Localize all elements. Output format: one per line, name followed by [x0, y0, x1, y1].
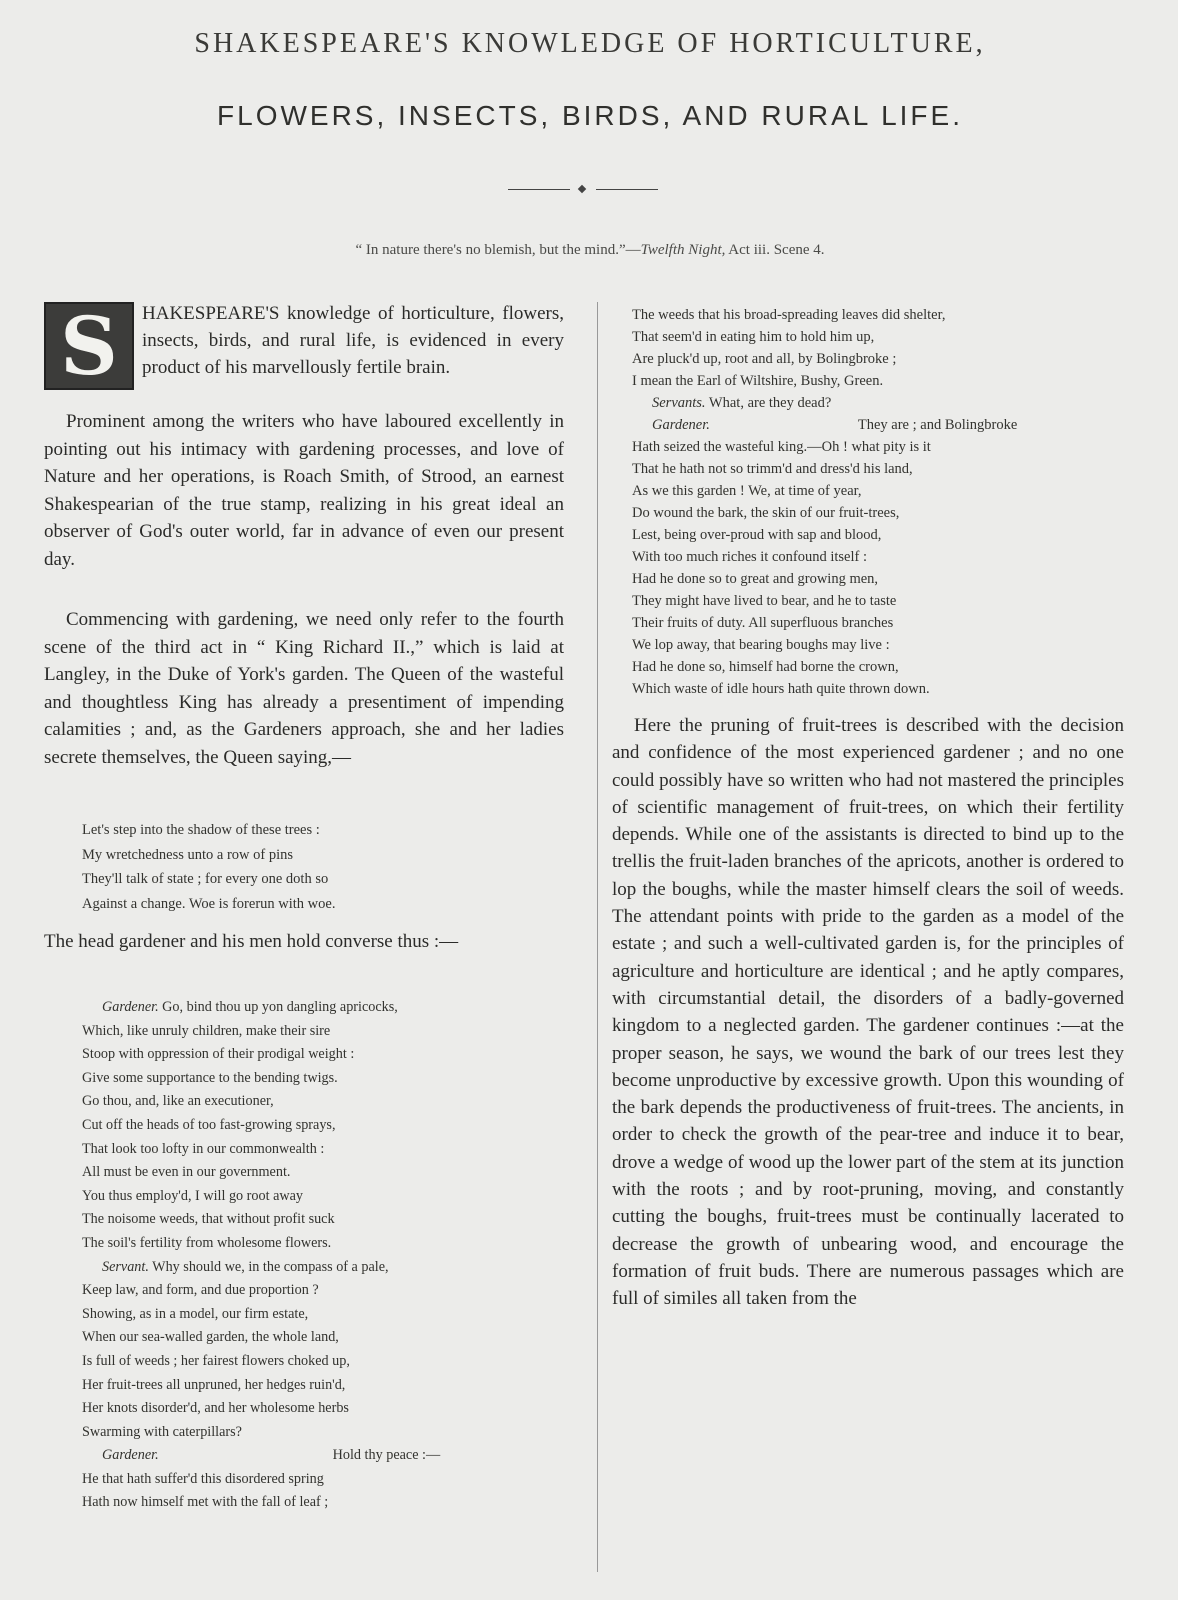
- verse-queen: [82, 818, 335, 916]
- diamond-ornament-icon: [578, 185, 586, 193]
- verse-line: Is full of weeds ; her fairest flowers choked up,: [82, 1352, 350, 1369]
- verse-line: That seem'd in eating him to hold him up,: [632, 329, 875, 345]
- speaker-gardener: Gardener.: [102, 999, 159, 1015]
- epigraph-quote: “ In nature there's no blemish, but the mind.”—: [355, 242, 641, 258]
- verse-line: Lest, being over-proud with sap and blood,: [632, 527, 882, 543]
- verse-line: Against a change. Woe is forerun with woe.: [82, 895, 336, 912]
- speaker-servants: Servants.: [652, 395, 706, 411]
- verse-line: You thus employ'd, I will go root away: [82, 1187, 304, 1204]
- verse-line: As we this garden ! We, at time of year,: [632, 483, 862, 499]
- article-title-line-1: SHAKESPEARE'S KNOWLEDGE OF HORTICULTURE,: [194, 28, 986, 59]
- verse-line: Their fruits of duty. All superfluous branches: [632, 615, 894, 631]
- verse-line: Are pluck'd up, root and all, by Bolingbroke ;: [632, 351, 897, 367]
- paragraph-commencing: Commencing with gardening, we need only refer to the fourth scene of the third act in “ King Richard II.,” which is laid at Langley, in the Duke of York's garden. The Queen of the wasteful and thoughtless King has already a presentiment of impending calamities ; and, as the Gardeners approach, she and her ladies secrete themselves, the Queen saying,—: [44, 609, 564, 768]
- speaker-gardener: Gardener.: [102, 1447, 159, 1464]
- paragraph-head-gardener: The head gardener and his men hold converse thus :—: [44, 931, 459, 952]
- paragraph-pruning: Here the pruning of fruit-trees is described with the decision and confidence of the most experienced gardener ; and no one could possibly have so written who had not mastered the principles of scientific management of fruit-trees, on which their fertility depends. While one of the assistants is directed to bind up to the trellis the fruit-laden branches of the apricots, another is ordered to lop the boughs, while the master himself clears the soil of weeds. The attendant points with pride to the garden as a model of the estate ; and such a well-cultivated garden is, for the principles of agriculture and horticulture are identical ; and he aptly compares, with circumstantial detail, the disorders of a badly-governed kingdom to a neglected garden. The gardener continues :—at the proper season, he says, we wound the bark of our trees lest they become unproductive by excessive growth. Upon this wounding of the bark depends the productiveness of fruit-trees. The ancients, in order to check the growth of the pear-tree and induce it to bear, drove a wedge of wood up the lower part of the stem at its junction with the roots ; and by root-pruning, moving, and constantly cutting the boughs, fruit-trees must be continually lacerated to decrease the growth of unbearing wood, and encourage the formation of fruit buds. There are numerous passages which are full of similes all taken from the: [612, 715, 1124, 1310]
- verse-line: Hath now himself met with the fall of leaf ;: [82, 1494, 329, 1511]
- verse-line: Gardener. Hold thy peace :—: [102, 1447, 441, 1464]
- verse-line: He that hath suffer'd this disordered spring: [82, 1470, 324, 1487]
- verse-line: Swarming with caterpillars?: [82, 1423, 242, 1440]
- verse-line: When our sea-walled garden, the whole land,: [82, 1329, 339, 1346]
- ornamental-divider: [508, 186, 658, 194]
- verse-line: Stoop with oppression of their prodigal weight :: [82, 1046, 355, 1063]
- verse-line: Let's step into the shadow of these trees :: [82, 822, 320, 838]
- column-divider: [597, 302, 598, 1572]
- verse-line: Showing, as in a model, our firm estate,: [82, 1305, 309, 1322]
- intro-paragraph: HAKESPEARE'S knowledge of horticulture, flowers, insects, birds, and rural life, is evidenced in every product of his marvellously fertile brain.: [142, 303, 564, 378]
- verse-line: Had he done so to great and growing men,: [632, 571, 879, 587]
- verse-line: Cut off the heads of too fast-growing sprays,: [82, 1116, 336, 1133]
- verse-line: Servant. Why should we, in the compass of a pale,: [102, 1258, 389, 1275]
- verse-line: Give some supportance to the bending twigs.: [82, 1069, 338, 1086]
- verse-line: Her knots disorder'd, and her wholesome herbs: [82, 1400, 349, 1417]
- verse-line: Do wound the bark, the skin of our fruit-trees,: [632, 505, 900, 521]
- verse-line: They might have lived to bear, and he to taste: [632, 593, 897, 609]
- speaker-gardener: Gardener.: [652, 417, 710, 433]
- article-title-line-2: FLOWERS, INSECTS, BIRDS, AND RURAL LIFE.: [217, 100, 963, 131]
- speaker-servant: Servant.: [102, 1258, 149, 1275]
- verse-line: Her fruit-trees all unpruned, her hedges ruin'd,: [82, 1376, 346, 1393]
- epigraph-reference: Act iii. Scene 4.: [725, 242, 825, 258]
- verse-line: The soil's fertility from wholesome flowers.: [82, 1234, 332, 1251]
- verse-line: Gardener. They are ; and Bolingbroke: [652, 417, 1018, 433]
- verse-line: They'll talk of state ; for every one doth so: [82, 871, 329, 887]
- verse-line: Hath seized the wasteful king.—Oh ! what pity is it: [632, 439, 931, 455]
- verse-line: With too much riches it confound itself :: [632, 549, 867, 565]
- epigraph: [60, 242, 1120, 259]
- verse-line: Keep law, and form, and due proportion ?: [82, 1282, 319, 1299]
- verse-line: The noisome weeds, that without profit suck: [82, 1211, 335, 1228]
- verse-line: Which, like unruly children, make their sire: [82, 1022, 331, 1039]
- verse-line: The weeds that his broad-spreading leaves did shelter,: [632, 307, 946, 323]
- verse-line: All must be even in our government.: [82, 1164, 291, 1181]
- verse-line: I mean the Earl of Wiltshire, Bushy, Green.: [632, 373, 884, 389]
- verse-line: Gardener. Go, bind thou up yon dangling apricocks,: [102, 999, 398, 1015]
- verse-line: We lop away, that bearing boughs may live :: [632, 637, 890, 653]
- verse-line: That he hath not so trimm'd and dress'd his land,: [632, 461, 913, 477]
- verse-line: That look too lofty in our commonwealth :: [82, 1140, 325, 1157]
- verse-line: My wretchedness unto a row of pins: [82, 846, 294, 863]
- verse-right-column: [632, 304, 1017, 700]
- paragraph-prominent: Prominent among the writers who have laboured excellently in pointing out his intimacy with gardening processes, and love of Nature and her operations, is Roach Smith, of Strood, an earnest Shakespearian of the true stamp, realizing in his great ideal an observer of God's outer world, far in advance of even our present day.: [44, 411, 564, 570]
- verse-line: Servants. What, are they dead?: [652, 395, 832, 411]
- drop-cap: S: [44, 302, 134, 390]
- verse-line: Which waste of idle hours hath quite thrown down.: [632, 681, 930, 697]
- verse-gardeners: [82, 996, 440, 1515]
- epigraph-work: Twelfth Night,: [640, 242, 726, 258]
- verse-line: Had he done so, himself had borne the crown,: [632, 659, 899, 675]
- divider-line-right: [596, 189, 658, 190]
- verse-line: Go thou, and, like an executioner,: [82, 1093, 274, 1110]
- divider-line-left: [508, 189, 570, 190]
